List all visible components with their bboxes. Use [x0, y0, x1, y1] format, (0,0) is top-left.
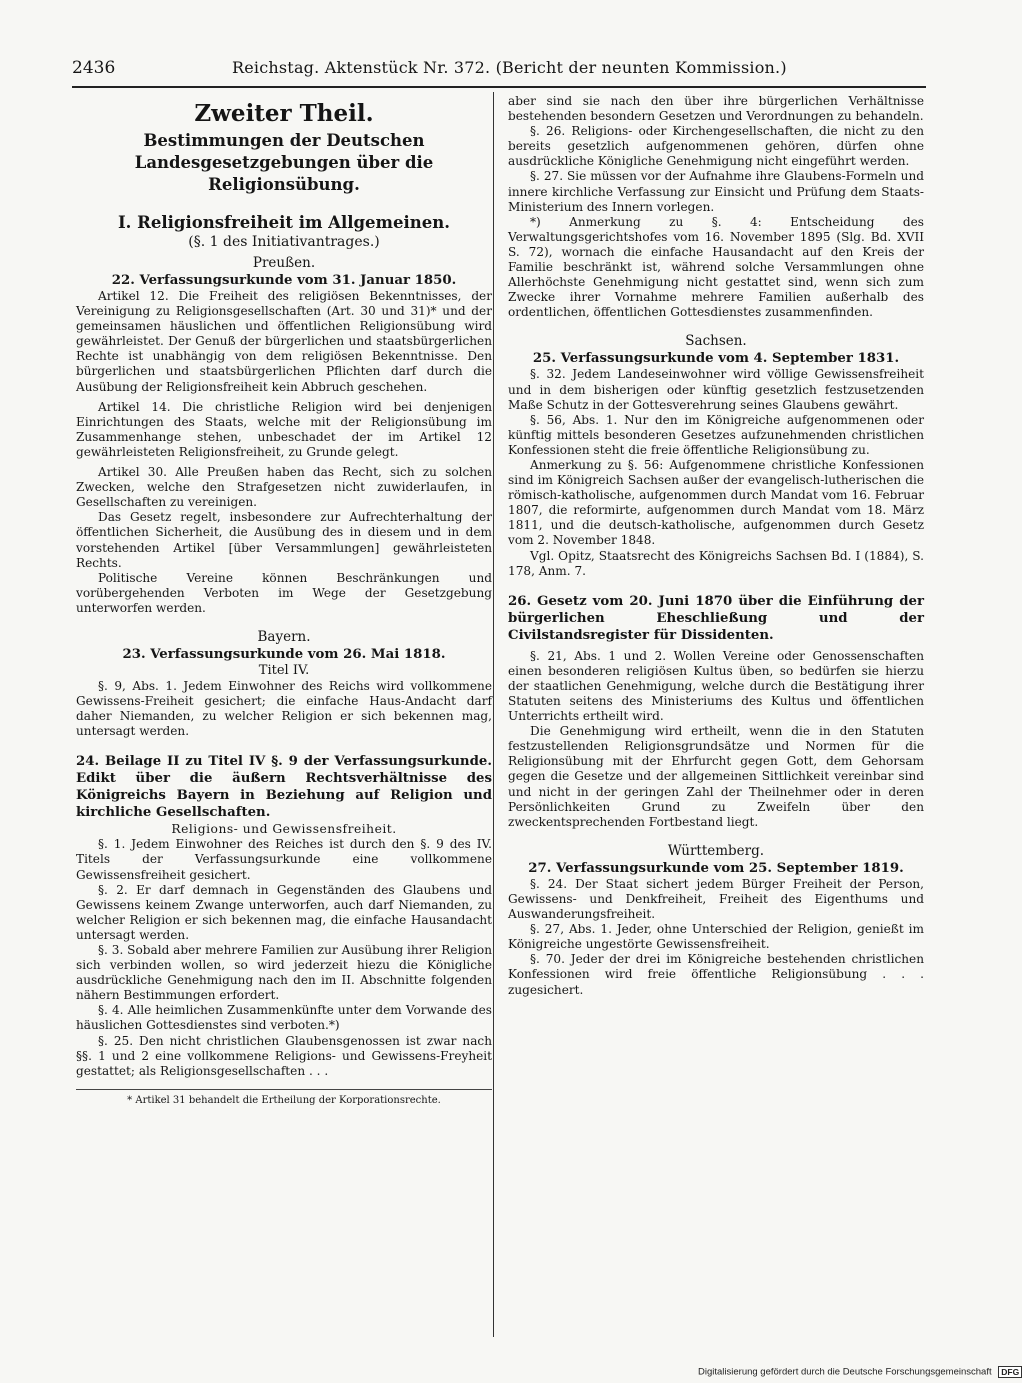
state-heading-wurttemberg: Württemberg. [667, 842, 765, 859]
page-number: 2436 [72, 58, 116, 78]
right-column [508, 94, 924, 998]
state-heading-prussia: Preußen. [252, 255, 316, 271]
law-heading-23: 23. Verfassungsurkunde vom 26. Mai 1818. [122, 646, 446, 662]
law-heading-22: 22. Verfassungsurkunde vom 31. Januar 1850. [111, 273, 457, 288]
footnote-rule [76, 1089, 492, 1090]
law-heading-24: 24. Beilage II zu Titel IV §. 9 der Verfassungsurkunde. Edikt über die äußern Rechtsverhältnisse des Königreichs Bayern in Beziehung auf Religion und kirchliche Gesellschaften. [76, 754, 492, 821]
titel-heading: Titel IV. [258, 662, 310, 678]
law-heading-25: 25. Verfassungsurkunde vom 4. September 1831. [532, 351, 900, 367]
left-column [76, 94, 492, 1107]
paragraph: §. 25. Den nicht christlichen Glaubensgenossen ist zwar nach §§. 1 und 2 eine vollkommene Religions- und Gewissens-Freyheit gestattet; als Religionsgesellschaften . . . [76, 1033, 492, 1078]
page-header [72, 58, 926, 82]
part-title: Zweiter Theil. [194, 100, 374, 127]
paragraph: §. 3. Sobald aber mehrere Familien zur Ausübung ihrer Religion sich verbinden wollen, so wird jederzeit hiezu die Königliche ausdrückliche Genehmigung nach den im II. Abschnitte folgenden nähern Bestimmungen erfordert. [76, 943, 492, 1003]
digitization-credit [698, 1366, 1022, 1378]
law-heading-26: 26. Gesetz vom 20. Juni 1870 über die Einführung der bürgerlichen Eheschließung und der Civilstandsregister für Dissidenten. [508, 593, 924, 643]
part-subtitle: Bestimmungen der Deutschen Landesgesetzgebungen über die Religionsübung. [134, 131, 434, 194]
paragraph: §. 27, Abs. 1. Jeder, ohne Unterschied der Religion, genießt im Königreiche ungestörte Gewissensfreiheit. [508, 922, 924, 952]
credit-text: Digitalisierung gefördert durch die Deutsche Forschungsgemeinschaft [698, 1366, 992, 1378]
annotation: *) Anmerkung zu §. 4: Entscheidung des Verwaltungsgerichtshofes vom 16. November 1895 (Slg. Bd. XVII S. 72), wornach die einfache Hausandacht auf den Kreis der Familie beschränkt ist, während solche Versammlungen ohne Allerhöchste Genehmigung nicht gestattet sind, wenn sich zum Zwecke ihrer Vornahme mehrere Familien außerhalb des ordentlichen, öffentlichen Gottesdienstes zusammenfinden. [508, 214, 924, 320]
paragraph: §. 26. Religions- oder Kirchengesellschaften, die nicht zu den bereits gesetzlich aufgenommenen gehören, dürfen ohne ausdrückliche Königliche Genehmigung nicht eingeführt werden. [508, 124, 924, 169]
section-subtitle: (§. 1 des Initiativantrages.) [188, 234, 380, 250]
paragraph: §. 70. Jeder der drei im Königreiche bestehenden christlichen Konfessionen wird freie öffentliche Religionsübung . . . zugesichert. [508, 952, 924, 997]
paragraph: §. 27. Sie müssen vor der Aufnahme ihre Glaubens-Formeln und innere kirchliche Verfassung zur Einsicht und Prüfung dem Staats-Ministerium des Innern vorlegen. [508, 169, 924, 214]
paragraph: §. 21, Abs. 1 und 2. Wollen Vereine oder Genossenschaften einen besonderen religiösen Kultus üben, so bedürfen sie hierzu der staatlichen Genehmigung, welche durch die Bestätigung ihrer Statuten seitens des Ministeriums des Kultus und öffentlichen Unterrichts ertheilt wird. [508, 648, 924, 724]
paragraph: §. 24. Der Staat sichert jedem Bürger Freiheit der Person, Gewissens- und Denkfreiheit, Freiheit des Eigenthums und Auswanderungsfreiheit. [508, 876, 924, 922]
paragraph: Vgl. Opitz, Staatsrecht des Königreichs Sachsen Bd. I (1884), S. 178, Anm. 7. [508, 548, 924, 578]
paragraph: Artikel 14. Die christliche Religion wird bei denjenigen Einrichtungen des Staats, welche mit der Religionsübung im Zusammenhange stehen, unbeschadet der im Artikel 12 gewährleisteten Religionsfreiheit, zu Grunde gelegt. [76, 399, 492, 459]
running-title: Reichstag. Aktenstück Nr. 372. (Bericht der neunten Kommission.) [232, 58, 787, 77]
annotation: Anmerkung zu §. 56: Aufgenommene christliche Konfessionen sind im Königreich Sachsen außer der evangelisch-lutherischen die römisch-katholische, aufgenommen durch Mandat vom 16. Februar 1807, die reformirte, aufgenommen durch Mandat vom 18. März 1811, und die deutsch-katholische, aufgenommen durch Gesetz vom 2. November 1848. [508, 457, 924, 548]
paragraph: Politische Vereine können Beschränkungen und vorübergehenden Verboten im Wege der Gesetzgebung unterworfen werden. [76, 570, 492, 615]
paragraph: §. 4. Alle heimlichen Zusammenkünfte unter dem Vorwande des häuslichen Gottesdienstes sind verboten.*) [76, 1003, 492, 1033]
paragraph: §. 32. Jedem Landeseinwohner wird völlige Gewissensfreiheit und in dem bisherigen oder künftig gesetzlich festzusetzenden Maße Schutz in der Gottesverehrung seines Glaubens gewährt. [508, 367, 924, 412]
paragraph: §. 2. Er darf demnach in Gegenständen des Glaubens und Gewissens keinem Zwange unterworfen, auch darf Niemanden, zu welcher Religion er sich bekennen mag, die einfache Hausandacht untersagt werden. [76, 882, 492, 942]
paragraph: §. 9, Abs. 1. Jedem Einwohner des Reichs wird vollkommene Gewissens-Freiheit gesichert; die einfache Haus-Andacht darf daher Niemanden, zu welcher Religion er sich bekennen mag, untersagt werden. [76, 678, 492, 739]
paragraph: Die Genehmigung wird ertheilt, wenn die in den Statuten festzustellenden Religionsgrundsätze und Normen für die Religionsübung mit der Ehrfurcht gegen Gott, dem Gehorsam gegen die Gesetze und der allgemeinen Sittlichkeit vereinbar sind und nicht in der geringen Zahl der Theilnehmer oder in deren Persönlichkeiten Grund zu Zweifeln über den zweckentsprechenden Fortbestand liegt. [508, 724, 924, 829]
state-heading-saxony: Sachsen. [685, 333, 747, 350]
paragraph: Das Gesetz regelt, insbesondere zur Aufrechterhaltung der öffentlichen Sicherheit, die Ausübung des in diesem und in dem vorstehenden Artikel [über Versammlungen] gewährleisteten Rechts. [76, 510, 492, 570]
column-divider [493, 92, 494, 1337]
paragraph: Artikel 12. Die Freiheit des religiösen Bekenntnisses, der Vereinigung zu Religionsgesellschaften (Art. 30 und 31)* und der gemeinsamen häuslichen und öffentlichen Religionsübung wird gewährleistet. Der Genuß der bürgerlichen und staatsbürgerlichen Rechte ist unabhängig von dem religiösen Bekenntnisse. Den bürgerlichen und staatsbürgerlichen Pflichten darf durch die Ausübung der Religionsfreiheit kein Abbruch geschehen. [76, 289, 492, 394]
paragraph: aber sind sie nach den über ihre bürgerlichen Verhältnisse bestehenden besondern Gesetzen und Verordnungen zu behandeln. [508, 94, 924, 124]
header-rule [72, 86, 926, 88]
paragraph: Artikel 30. Alle Preußen haben das Recht, sich zu solchen Zwecken, welche den Strafgesetzen nicht zuwiderlaufen, in Gesellschaften zu vereinigen. [76, 465, 492, 510]
law-heading-27: 27. Verfassungsurkunde vom 25. September 1819. [528, 860, 904, 876]
footnote: * Artikel 31 behandelt die Ertheilung der Korporationsrechte. [127, 1094, 441, 1106]
paragraph: §. 56, Abs. 1. Nur den im Königreiche aufgenommenen oder künftig mittels besonderen Gesetzes aufzunehmenden christlichen Konfessionen steht die freie öffentliche Religionsübung zu. [508, 412, 924, 457]
section-title: I. Religionsfreiheit im Allgemeinen. [117, 213, 451, 232]
state-heading-bavaria: Bayern. [257, 628, 311, 645]
dfg-logo: DFG [998, 1366, 1022, 1378]
subheading-religionsfreiheit: Religions- und Gewissensfreiheit. [171, 822, 397, 837]
paragraph: §. 1. Jedem Einwohner des Reiches ist durch den §. 9 des IV. Titels der Verfassungsurkunde eine vollkommene Gewissensfreiheit gesichert. [76, 837, 492, 882]
